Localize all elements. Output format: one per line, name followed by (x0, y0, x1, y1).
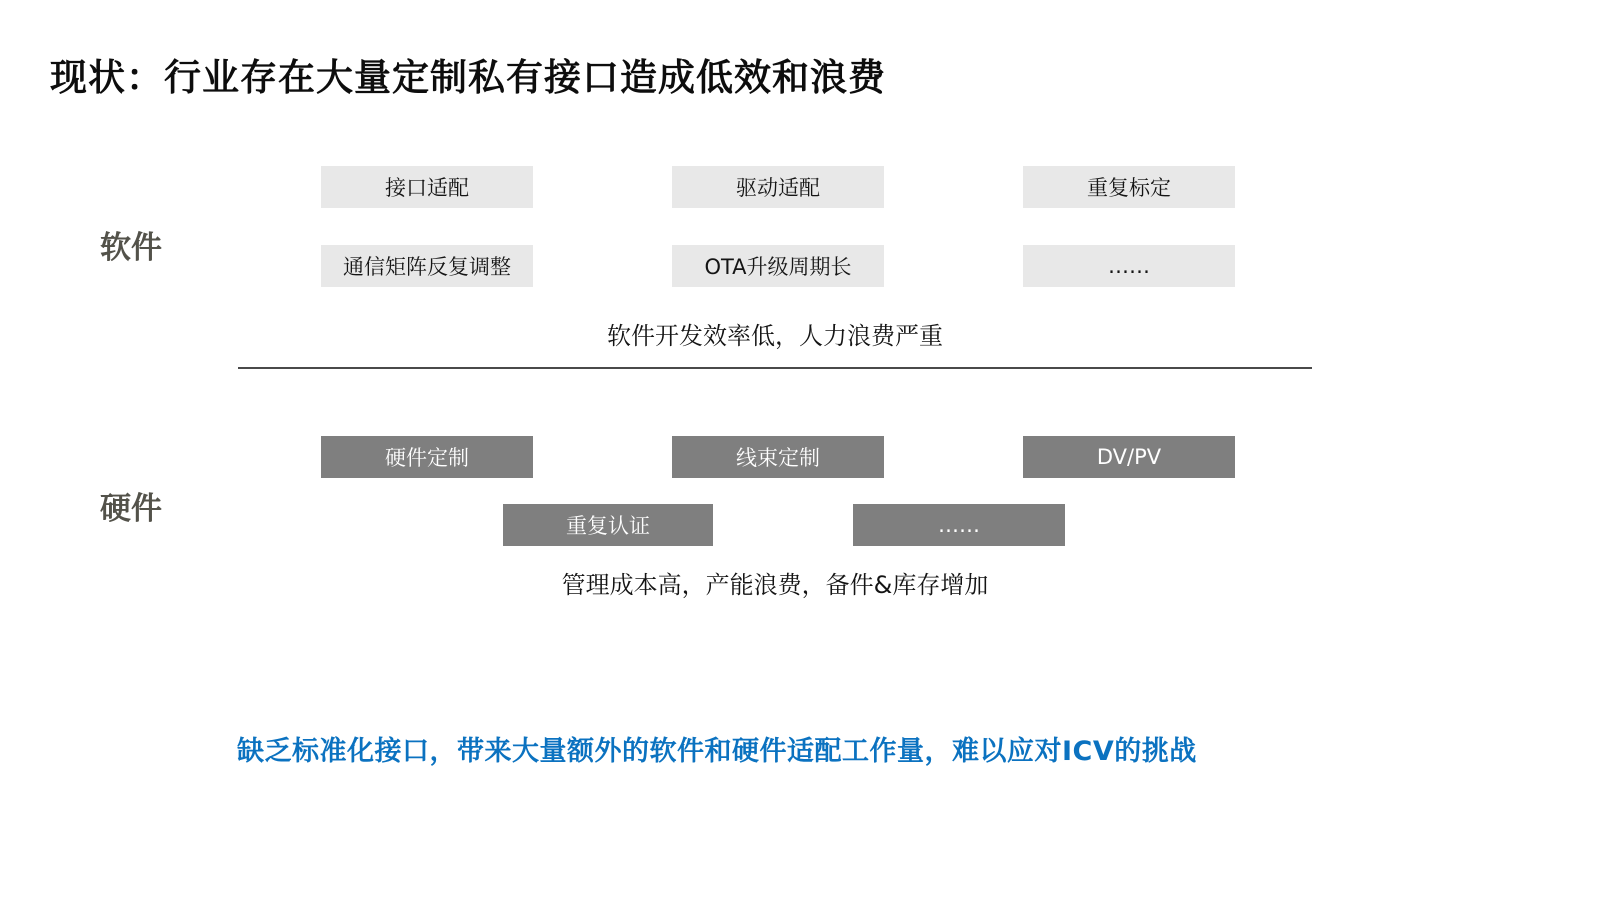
conclusion-text: 缺乏标准化接口，带来大量额外的软件和硬件适配工作量，难以应对ICV的挑战 (237, 736, 1197, 767)
software-box-comm-matrix-adjust: 通信矩阵反复调整 (321, 245, 533, 287)
hardware-section-label: 硬件 (100, 491, 162, 527)
section-divider (238, 367, 1312, 369)
software-summary-text: 软件开发效率低，人力浪费严重 (607, 322, 943, 350)
software-box-ellipsis: …… (1023, 245, 1235, 287)
software-box-repeated-calibration: 重复标定 (1023, 166, 1235, 208)
software-box-driver-adaptation: 驱动适配 (672, 166, 884, 208)
hardware-summary-text: 管理成本高，产能浪费，备件&库存增加 (561, 571, 989, 599)
hardware-box-repeated-certification: 重复认证 (503, 504, 713, 546)
software-section-label: 软件 (100, 230, 162, 266)
software-box-interface-adaptation: 接口适配 (321, 166, 533, 208)
hardware-box-ellipsis: …… (853, 504, 1065, 546)
hardware-box-dv-pv: DV/PV (1023, 436, 1235, 478)
page-title: 现状：行业存在大量定制私有接口造成低效和浪费 (50, 56, 886, 99)
software-box-ota-cycle: OTA升级周期长 (672, 245, 884, 287)
hardware-box-harness-customization: 线束定制 (672, 436, 884, 478)
hardware-box-hardware-customization: 硬件定制 (321, 436, 533, 478)
